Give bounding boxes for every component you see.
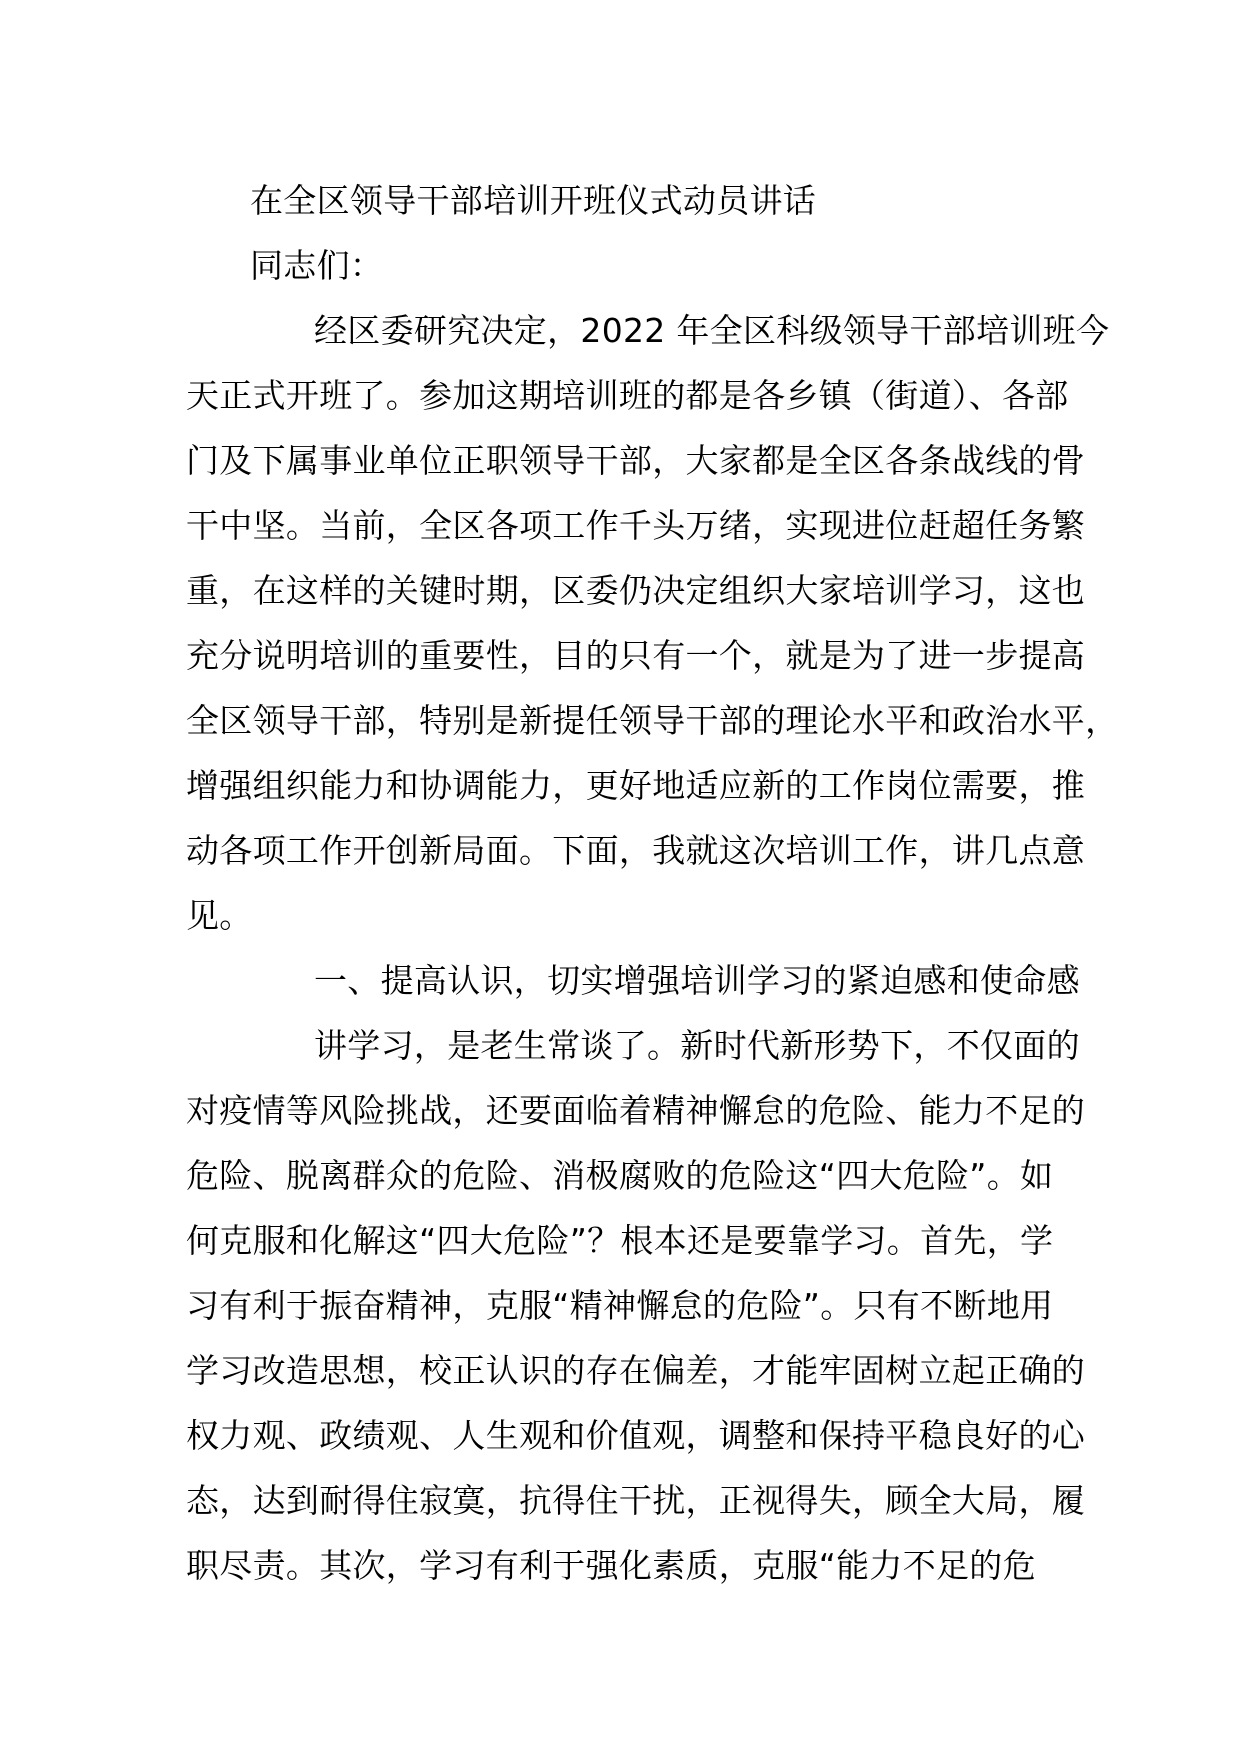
section-line: 对疫情等风险挑战，还要面临着精神懈怠的危险、能力不足的: [186, 1091, 1086, 1130]
intro-line: 天正式开班了。参加这期培训班的都是各乡镇（街道）、各部: [186, 376, 1069, 415]
section-line: 态，达到耐得住寂寞，抗得住干扰，正视得失，顾全大局，履: [186, 1481, 1086, 1520]
section-heading: 一、提高认识，切实增强培训学习的紧迫感和使命感: [314, 961, 1080, 1000]
intro-line: 干中坚。当前，全区各项工作千头万绪，实现进位赶超任务繁: [186, 506, 1086, 545]
intro-line: 全区领导干部，特别是新提任领导干部的理论水平和政治水平，: [186, 701, 1119, 740]
intro-line: 见。: [186, 896, 253, 935]
intro-line: 重，在这样的关键时期，区委仍决定组织大家培训学习，这也: [186, 571, 1086, 610]
section-line: 何克服和化解这“四大危险”？根本还是要靠学习。首先，学: [186, 1221, 1054, 1260]
intro-line: 动各项工作开创新局面。下面，我就这次培训工作，讲几点意: [186, 831, 1086, 870]
intro-line: 充分说明培训的重要性，目的只有一个，就是为了进一步提高: [186, 636, 1086, 675]
document-body: [186, 168, 1119, 1598]
section-line: 危险、脱离群众的危险、消极腐败的危险这“四大危险”。如: [186, 1156, 1054, 1195]
section-line: 学习改造思想，校正认识的存在偏差，才能牢固树立起正确的: [186, 1351, 1086, 1390]
section-line: 讲学习，是老生常谈了。新时代新形势下，不仅面的: [314, 1026, 1080, 1065]
intro-line: 增强组织能力和协调能力，更好地适应新的工作岗位需要，推: [186, 766, 1086, 805]
intro-line: 门及下属事业单位正职领导干部，大家都是全区各条战线的骨: [186, 441, 1086, 480]
section-line: 职尽责。其次，学习有利于强化素质，克服“能力不足的危: [186, 1546, 1036, 1585]
section-line: 权力观、政绩观、人生观和价值观，调整和保持平稳良好的心: [186, 1416, 1086, 1455]
document-title: 在全区领导干部培训开班仪式动员讲话: [250, 181, 817, 220]
salutation: 同志们：: [250, 246, 384, 285]
section-line: 习有利于振奋精神，克服“精神懈怠的危险”。只有不断地用: [186, 1286, 1054, 1325]
intro-line: 经区委研究决定，2022 年全区科级领导干部培训班今: [314, 311, 1110, 350]
